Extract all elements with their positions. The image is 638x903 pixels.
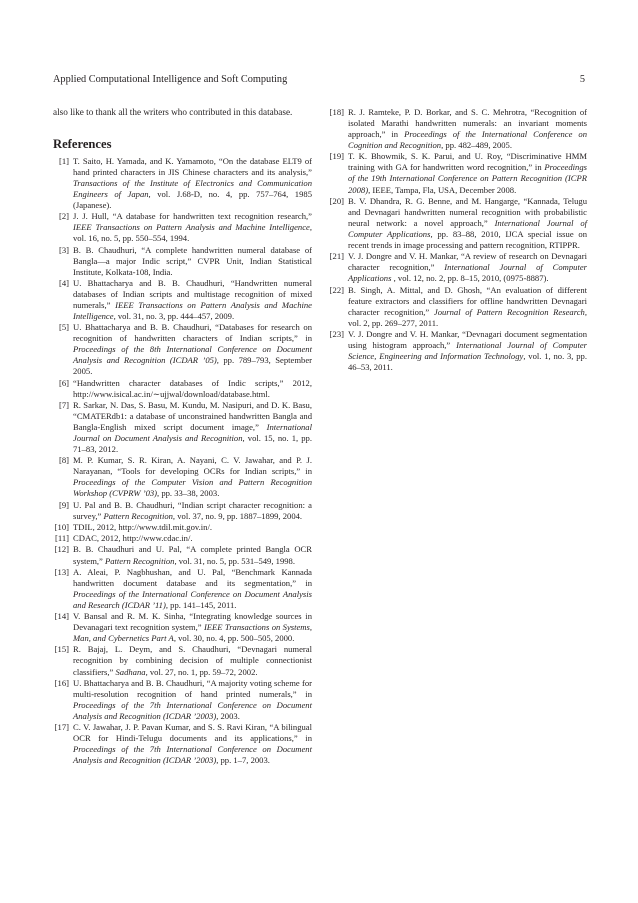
reference-item bbox=[53, 400, 312, 455]
journal-title: Applied Computational Intelligence and Soft Computing bbox=[53, 74, 288, 85]
reference-segment: , vol. 31, no. 5, pp. 531–549, 1998. bbox=[174, 555, 295, 566]
reference-number: [23] bbox=[329, 328, 344, 339]
page-number: 5 bbox=[579, 74, 585, 85]
reference-item bbox=[328, 251, 587, 284]
reference-venue: Pattern Recognition bbox=[103, 510, 173, 521]
reference-item bbox=[53, 455, 312, 499]
reference-venue: Proceedings of the 19th International Conference on Pattern Recognition (ICPR 2008) bbox=[348, 162, 587, 195]
reference-item bbox=[53, 278, 312, 322]
reference-number: [8] bbox=[58, 455, 69, 466]
reference-segment: , pp. 789–793, September 2005. bbox=[73, 355, 312, 377]
reference-segment: U. Bhattacharya and B. B. Chaudhuri, “Databases for research on recognition of handwritten characters of Indian scripts,” in bbox=[73, 322, 312, 344]
reference-segment: CDAC, 2012, http://www.cdac.in/. bbox=[73, 533, 193, 544]
reference-list-left bbox=[53, 156, 312, 767]
reference-text bbox=[73, 533, 312, 544]
reference-segment: M. P. Kumar, S. R. Kiran, A. Nayani, C. V. Jawahar, and P. J. Narayanan, “Tools for developing OCRs for Indian scripts,” in bbox=[73, 455, 312, 477]
reference-venue: International Journal of Computer Science, Engineering and Information Technology bbox=[348, 339, 587, 361]
reference-item bbox=[53, 156, 312, 211]
reference-text bbox=[73, 522, 312, 533]
reference-venue: Proceedings of the 7th International Conference on Document Analysis and Recognition (ICDAR ’2003) bbox=[73, 699, 312, 721]
reference-venue: Proceedings of the International Conference on Document Analysis and Research (ICDAR ’11) bbox=[73, 588, 312, 610]
reference-segment: V. Bansal and R. M. K. Sinha, “Integrating knowledge sources in Devanagari text recognition system,” bbox=[73, 611, 312, 633]
reference-text bbox=[348, 196, 587, 251]
reference-item bbox=[328, 107, 587, 151]
reference-venue: International Journal on Document Analysis and Recognition bbox=[73, 422, 312, 444]
reference-segment: , 2003. bbox=[216, 710, 240, 721]
reference-number: [16] bbox=[54, 677, 69, 688]
reference-number: [21] bbox=[329, 251, 344, 262]
reference-text bbox=[73, 322, 312, 377]
reference-item bbox=[53, 544, 312, 566]
reference-venue: IEEE Transactions on Pattern Analysis and Machine Intelligence bbox=[73, 222, 310, 233]
reference-list-right bbox=[328, 107, 587, 373]
reference-segment: V. J. Dongre and V. H. Mankar, “A review of research on Devnagari character recognition,” bbox=[348, 251, 587, 273]
reference-number: [3] bbox=[58, 244, 69, 255]
reference-number: [4] bbox=[58, 277, 69, 288]
reference-segment: , pp. 33–38, 2003. bbox=[157, 488, 220, 499]
reference-segment: , pp. 83–88, 2010, IJCA special issue on recent trends in image processing and pattern recognition, RTIPPR. bbox=[348, 228, 587, 250]
reference-number: [9] bbox=[58, 499, 69, 510]
reference-number: [17] bbox=[54, 722, 69, 733]
reference-item bbox=[53, 533, 312, 544]
reference-segment: B. V. Dhandra, R. G. Benne, and M. Hangarge, “Kannada, Telugu and Devnagari handwritten numeral recognition with probabilistic neural network: a novel approach,” bbox=[348, 195, 587, 228]
reference-segment: T. K. Bhowmik, S. K. Parui, and U. Roy, “Discriminative HMM training with GA for handwritten word recognition,” in bbox=[348, 151, 587, 173]
reference-text bbox=[73, 644, 312, 677]
reference-segment: , pp. 141–145, 2011. bbox=[165, 599, 237, 610]
reference-number: [6] bbox=[58, 377, 69, 388]
reference-item bbox=[53, 678, 312, 722]
reference-venue: International Journal of Computer Applications bbox=[348, 262, 587, 284]
reference-text bbox=[73, 400, 312, 455]
reference-number: [1] bbox=[58, 155, 69, 166]
reference-item bbox=[53, 722, 312, 766]
reference-number: [7] bbox=[58, 399, 69, 410]
reference-text bbox=[73, 211, 312, 244]
reference-segment: , vol. 30, no. 4, pp. 500–505, 2000. bbox=[173, 633, 295, 644]
reference-item bbox=[53, 322, 312, 377]
reference-number: [18] bbox=[329, 107, 344, 117]
reference-text bbox=[348, 251, 587, 284]
reference-item bbox=[53, 211, 312, 244]
reference-text bbox=[348, 329, 587, 373]
reference-segment: U. Pal and B. B. Chaudhuri, “Indian script character recognition: a survey,” bbox=[73, 499, 312, 521]
reference-segment: , vol. 12, no. 2, pp. 8–15, 2010, (0975-8887). bbox=[391, 273, 549, 284]
reference-venue: Proceedings of the 7th International Conference on Document Analysis and Recognition (ICDAR ’2003) bbox=[73, 744, 312, 766]
reference-number: [20] bbox=[329, 195, 344, 206]
reference-segment: J. J. Hull, “A database for handwritten text recognition research,” bbox=[73, 211, 312, 222]
reference-number: [19] bbox=[329, 151, 344, 162]
left-column bbox=[53, 107, 312, 767]
reference-segment: , vol. 31, no. 3, pp. 444–457, 2009. bbox=[113, 310, 235, 321]
reference-venue: IEEE Transactions on Pattern Analysis and Machine Intelligence bbox=[73, 299, 312, 321]
reference-segment: U. Bhattacharya and B. B. Chaudhuri, “A majority voting scheme for multi-resolution recognition of hand printed numerals,” in bbox=[73, 677, 312, 699]
reference-segment: , pp. 482–489, 2005. bbox=[441, 140, 512, 151]
references-heading: References bbox=[53, 136, 112, 151]
reference-text bbox=[348, 285, 587, 329]
reference-text bbox=[348, 151, 587, 195]
reference-venue: Journal of Pattern Recognition Research bbox=[433, 306, 585, 317]
reference-number: [5] bbox=[58, 322, 69, 333]
reference-venue: Proceedings of the 8th International Conference on Document Analysis and Recognition (ICDAR ’05) bbox=[73, 344, 312, 366]
reference-segment: T. Saito, H. Yamada, and K. Yamamoto, “On the database ELT9 of hand printed characters in JIS Chinese characters and its analysis,” bbox=[73, 155, 312, 177]
reference-venue: International Journal of Computer Applications bbox=[348, 217, 588, 239]
reference-item bbox=[328, 151, 587, 195]
reference-segment: , IEEE, Tampa, Fla, USA, December 2008. bbox=[368, 184, 517, 195]
reference-venue: Proceedings of the Computer Vision and Pattern Recognition Workshop (CVPRW ’03) bbox=[73, 477, 312, 499]
reference-text bbox=[73, 455, 312, 499]
reference-item bbox=[328, 285, 587, 329]
reference-segment: R. J. Ramteke, P. D. Borkar, and S. C. Mehrotra, “Recognition of isolated Marathi handwritten numerals: an invariant moments approach,” in bbox=[348, 107, 587, 140]
reference-item bbox=[53, 522, 312, 533]
reference-item bbox=[53, 500, 312, 522]
reference-venue: Sadhana bbox=[115, 666, 146, 677]
reference-item bbox=[53, 644, 312, 677]
reference-segment: R. Bajaj, L. Deym, and S. Chaudhuri, “Devnagari numeral recognition by combining decision of multiple connectionist classifiers,” bbox=[73, 644, 312, 677]
reference-segment: B. B. Chaudhuri, “A complete handwritten numeral database of Bangla—a major Indic script,” CVPR Unit, Indian Statistical Institute, Kolkata-108, India. bbox=[73, 244, 312, 277]
reference-segment: , vol. 15, no. 1, pp. 71–83, 2012. bbox=[73, 433, 312, 455]
reference-number: [10] bbox=[54, 521, 69, 532]
reference-item bbox=[328, 196, 587, 251]
reference-text bbox=[73, 678, 312, 722]
reference-segment: , vol. 27, no. 1, pp. 59–72, 2002. bbox=[145, 666, 258, 677]
reference-segment: TDIL, 2012, http://www.tdil.mit.gov.in/. bbox=[73, 521, 213, 532]
reference-segment: , pp. 1–7, 2003. bbox=[216, 755, 270, 766]
reference-text bbox=[73, 278, 312, 322]
reference-venue: Pattern Recognition bbox=[104, 555, 175, 566]
reference-number: [2] bbox=[58, 211, 69, 222]
acknowledgment-text: also like to thank all the writers who contributed in this database. bbox=[53, 107, 293, 117]
reference-segment: , vol. J.68-D, no. 4, pp. 757–764, 1985 (Japanese). bbox=[73, 188, 312, 210]
reference-text bbox=[73, 722, 312, 766]
reference-segment: B. Singh, A. Mittal, and D. Ghosh, “An evaluation of different feature extractors and classifiers for offline handwritten Devnagari character recognition,” bbox=[348, 284, 587, 317]
reference-item bbox=[53, 567, 312, 611]
reference-text bbox=[73, 611, 312, 644]
reference-text bbox=[73, 378, 312, 400]
reference-segment: R. Sarkar, N. Das, S. Basu, M. Kundu, M. Nasipuri, and D. K. Basu, “CMATERdb1: a database of unconstrained handwritten Bangla and Bangla-English mixed script document image,” bbox=[73, 399, 312, 432]
reference-venue: IEEE Transactions on Systems, Man, and Cybernetics Part A bbox=[73, 622, 313, 644]
reference-text bbox=[73, 500, 312, 522]
running-header bbox=[53, 74, 585, 88]
reference-venue: Transactions of the Institute of Electronics and Communication Engineers of Japan bbox=[73, 177, 312, 199]
reference-text bbox=[73, 245, 312, 278]
reference-segment: , vol. 37, no. 9, pp. 1887–1899, 2004. bbox=[172, 510, 303, 521]
reference-venue: Proceedings of the International Conference on Cognition and Recognition bbox=[348, 129, 588, 151]
reference-text bbox=[73, 156, 312, 211]
reference-item bbox=[53, 378, 312, 400]
reference-number: [14] bbox=[54, 611, 69, 622]
reference-text bbox=[73, 544, 312, 566]
reference-number: [12] bbox=[54, 544, 69, 555]
reference-item bbox=[328, 329, 587, 373]
reference-segment: , vol. 1, no. 3, pp. 46–53, 2011. bbox=[348, 350, 588, 373]
reference-number: [11] bbox=[55, 533, 69, 544]
reference-segment: C. V. Jawahar, J. P. Pavan Kumar, and S. S. Ravi Kiran, “A bilingual OCR for Hindi-Telugu documents and its applications,” in bbox=[73, 722, 312, 744]
reference-number: [15] bbox=[54, 644, 69, 655]
reference-text bbox=[73, 567, 312, 611]
reference-segment: B. B. Chaudhuri and U. Pal, “A complete printed Bangla OCR system,” bbox=[73, 544, 312, 566]
reference-segment: , vol. 16, no. 5, pp. 550–554, 1994. bbox=[73, 222, 312, 244]
reference-number: [22] bbox=[329, 284, 344, 295]
reference-number: [13] bbox=[54, 566, 69, 577]
reference-segment: U. Bhattacharya and B. B. Chaudhuri, “Handwritten numeral databases of Indian scripts and multistage recognition of mixed numerals,” bbox=[73, 277, 312, 310]
reference-item bbox=[53, 611, 312, 644]
reference-segment: V. J. Dongre and V. H. Mankar, “Devnagari document segmentation using histogram approach,” bbox=[348, 328, 587, 350]
reference-text bbox=[348, 107, 587, 151]
reference-segment: “Handwritten character databases of Indic scripts,” 2012, http://www.isical.ac.in/∼ujjwal/download/database.html. bbox=[73, 377, 312, 399]
right-column bbox=[328, 107, 587, 373]
reference-segment: A. Aleai, P. Nagbhushan, and U. Pal, “Benchmark Kannada handwritten document database and its segmentation,” in bbox=[73, 566, 312, 588]
reference-segment: , vol. 2, pp. 269–277, 2011. bbox=[348, 306, 587, 328]
reference-item bbox=[53, 245, 312, 278]
